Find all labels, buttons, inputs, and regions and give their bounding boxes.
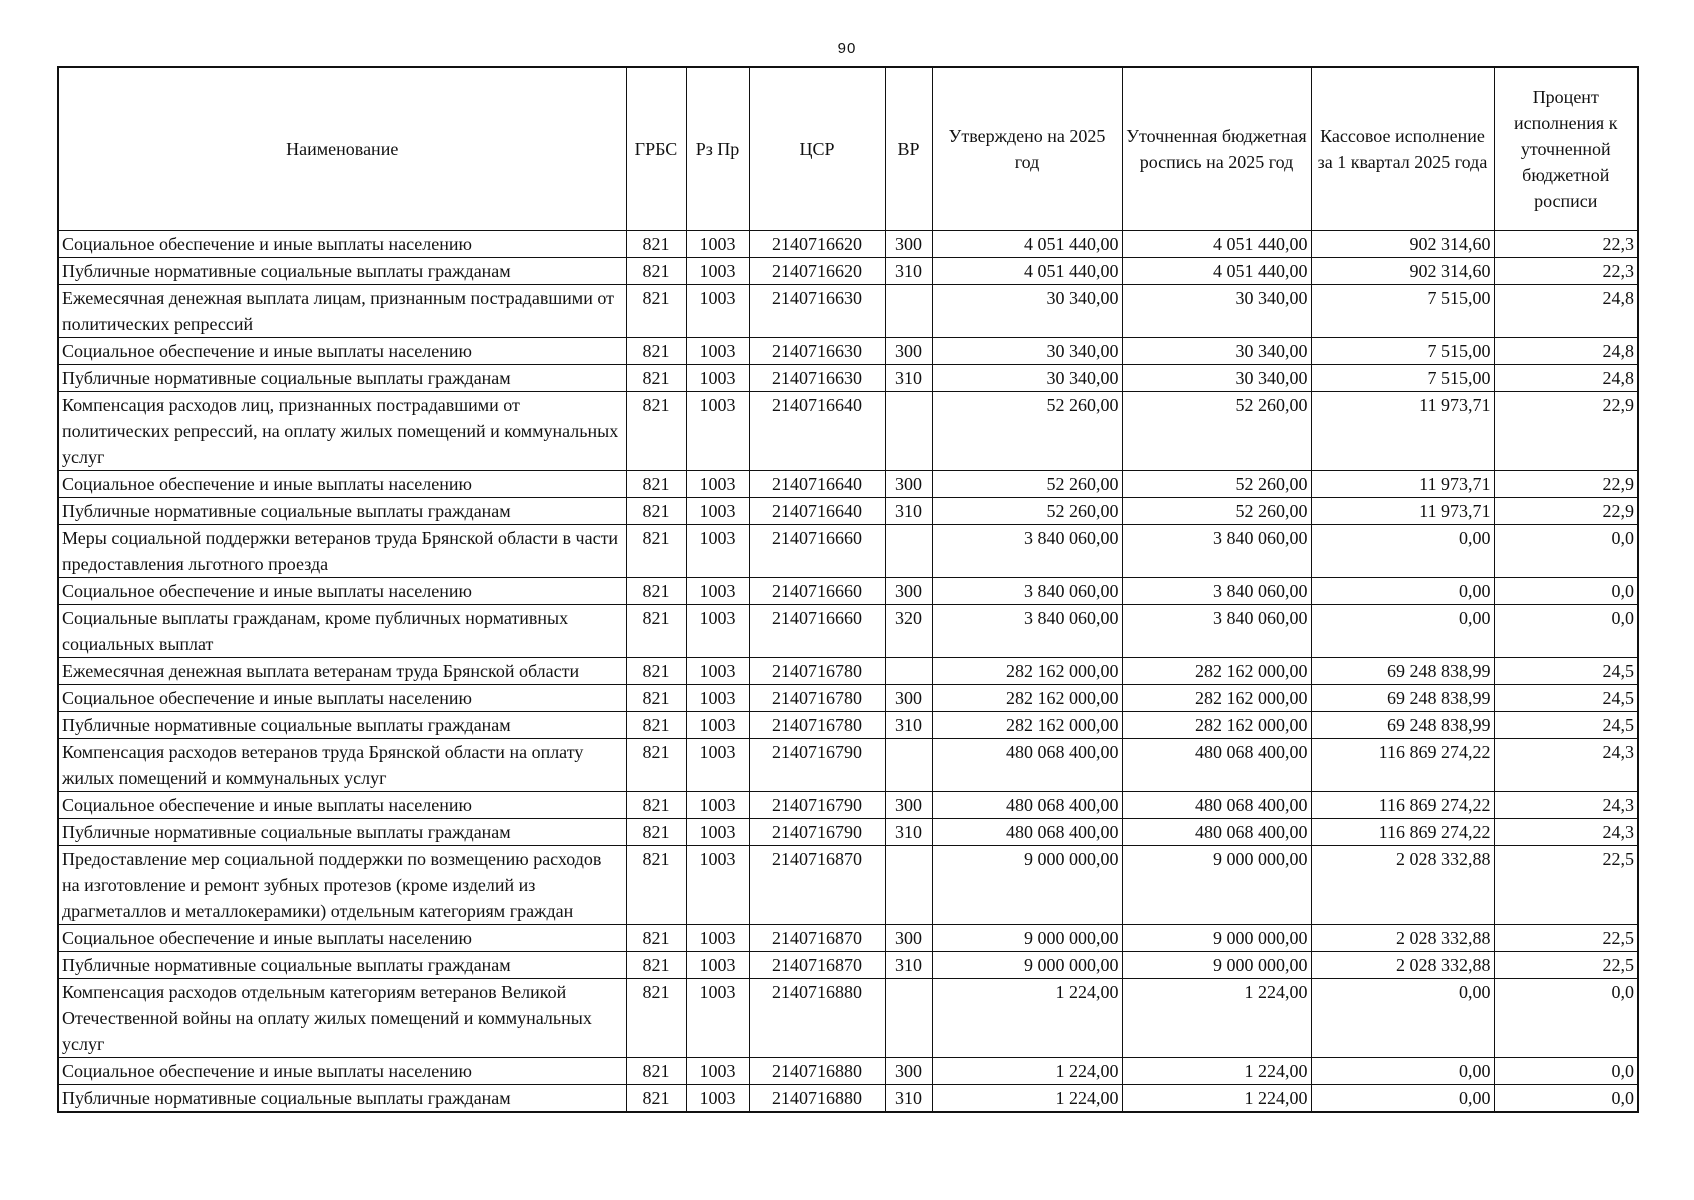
table-row xyxy=(58,338,1638,365)
cell-grbs: 821 xyxy=(626,258,686,285)
cell-cash: 2 028 332,88 xyxy=(1311,952,1494,979)
header-percent: Процент исполнения к уточненной бюджетной росписи xyxy=(1494,67,1638,231)
budget-table xyxy=(57,66,1639,1113)
table-row xyxy=(58,392,1638,471)
cell-refined: 282 162 000,00 xyxy=(1122,712,1311,739)
cell-rzpr: 1003 xyxy=(686,685,749,712)
cell-vr: 300 xyxy=(885,231,932,258)
cell-csr: 2140716880 xyxy=(749,1058,885,1085)
cell-percent: 24,5 xyxy=(1494,658,1638,685)
table-row xyxy=(58,471,1638,498)
cell-csr: 2140716630 xyxy=(749,365,885,392)
cell-vr: 300 xyxy=(885,338,932,365)
cell-name: Публичные нормативные социальные выплаты гражданам xyxy=(58,258,626,285)
cell-approved: 1 224,00 xyxy=(932,1085,1122,1113)
cell-rzpr: 1003 xyxy=(686,739,749,792)
cell-csr: 2140716790 xyxy=(749,792,885,819)
cell-refined: 9 000 000,00 xyxy=(1122,846,1311,925)
cell-name: Социальные выплаты гражданам, кроме публичных нормативных социальных выплат xyxy=(58,605,626,658)
table-row xyxy=(58,685,1638,712)
cell-approved: 52 260,00 xyxy=(932,392,1122,471)
cell-vr xyxy=(885,739,932,792)
cell-cash: 2 028 332,88 xyxy=(1311,846,1494,925)
cell-name: Компенсация расходов отдельным категориям ветеранов Великой Отечественной войны на оплату жилых помещений и коммунальных услуг xyxy=(58,979,626,1058)
cell-cash: 2 028 332,88 xyxy=(1311,925,1494,952)
cell-refined: 30 340,00 xyxy=(1122,338,1311,365)
cell-vr: 310 xyxy=(885,712,932,739)
cell-approved: 282 162 000,00 xyxy=(932,712,1122,739)
cell-percent: 24,5 xyxy=(1494,712,1638,739)
cell-name: Предоставление мер социальной поддержки по возмещению расходов на изготовление и ремонт зубных протезов (кроме изделий из драгметаллов и металлокерамики) отдельным категориям граждан xyxy=(58,846,626,925)
cell-name: Социальное обеспечение и иные выплаты населению xyxy=(58,925,626,952)
cell-percent: 24,3 xyxy=(1494,792,1638,819)
cell-grbs: 821 xyxy=(626,925,686,952)
cell-cash: 11 973,71 xyxy=(1311,498,1494,525)
cell-rzpr: 1003 xyxy=(686,471,749,498)
cell-rzpr: 1003 xyxy=(686,392,749,471)
cell-csr: 2140716780 xyxy=(749,658,885,685)
cell-csr: 2140716640 xyxy=(749,471,885,498)
cell-approved: 3 840 060,00 xyxy=(932,605,1122,658)
cell-csr: 2140716790 xyxy=(749,739,885,792)
cell-grbs: 821 xyxy=(626,285,686,338)
table-row xyxy=(58,578,1638,605)
cell-cash: 116 869 274,22 xyxy=(1311,792,1494,819)
cell-refined: 480 068 400,00 xyxy=(1122,819,1311,846)
cell-grbs: 821 xyxy=(626,338,686,365)
cell-vr: 300 xyxy=(885,1058,932,1085)
cell-percent: 22,9 xyxy=(1494,392,1638,471)
cell-name: Социальное обеспечение и иные выплаты населению xyxy=(58,231,626,258)
cell-rzpr: 1003 xyxy=(686,712,749,739)
cell-csr: 2140716620 xyxy=(749,231,885,258)
cell-approved: 480 068 400,00 xyxy=(932,819,1122,846)
cell-name: Социальное обеспечение и иные выплаты населению xyxy=(58,338,626,365)
table-row xyxy=(58,285,1638,338)
cell-vr: 300 xyxy=(885,578,932,605)
table-row xyxy=(58,739,1638,792)
cell-refined: 30 340,00 xyxy=(1122,285,1311,338)
table-body xyxy=(58,231,1638,1113)
cell-approved: 52 260,00 xyxy=(932,471,1122,498)
cell-rzpr: 1003 xyxy=(686,1085,749,1113)
cell-vr xyxy=(885,525,932,578)
cell-cash: 116 869 274,22 xyxy=(1311,819,1494,846)
cell-percent: 22,5 xyxy=(1494,952,1638,979)
cell-cash: 7 515,00 xyxy=(1311,338,1494,365)
cell-vr: 300 xyxy=(885,471,932,498)
cell-csr: 2140716790 xyxy=(749,819,885,846)
table-row xyxy=(58,925,1638,952)
cell-csr: 2140716870 xyxy=(749,846,885,925)
cell-csr: 2140716630 xyxy=(749,338,885,365)
page-number: 90 xyxy=(837,40,857,57)
cell-refined: 4 051 440,00 xyxy=(1122,258,1311,285)
cell-percent: 22,5 xyxy=(1494,925,1638,952)
cell-refined: 3 840 060,00 xyxy=(1122,578,1311,605)
cell-cash: 0,00 xyxy=(1311,525,1494,578)
cell-approved: 4 051 440,00 xyxy=(932,258,1122,285)
cell-refined: 282 162 000,00 xyxy=(1122,685,1311,712)
cell-percent: 0,0 xyxy=(1494,1058,1638,1085)
table-row xyxy=(58,258,1638,285)
cell-refined: 9 000 000,00 xyxy=(1122,952,1311,979)
cell-rzpr: 1003 xyxy=(686,792,749,819)
cell-approved: 282 162 000,00 xyxy=(932,685,1122,712)
cell-refined: 1 224,00 xyxy=(1122,1058,1311,1085)
cell-refined: 30 340,00 xyxy=(1122,365,1311,392)
table-row xyxy=(58,525,1638,578)
cell-rzpr: 1003 xyxy=(686,952,749,979)
cell-cash: 902 314,60 xyxy=(1311,231,1494,258)
table-row xyxy=(58,365,1638,392)
cell-csr: 2140716660 xyxy=(749,605,885,658)
cell-approved: 480 068 400,00 xyxy=(932,792,1122,819)
cell-rzpr: 1003 xyxy=(686,658,749,685)
cell-grbs: 821 xyxy=(626,471,686,498)
cell-rzpr: 1003 xyxy=(686,846,749,925)
cell-approved: 30 340,00 xyxy=(932,365,1122,392)
cell-grbs: 821 xyxy=(626,1085,686,1113)
cell-name: Социальное обеспечение и иные выплаты населению xyxy=(58,685,626,712)
cell-percent: 0,0 xyxy=(1494,525,1638,578)
cell-name: Публичные нормативные социальные выплаты гражданам xyxy=(58,952,626,979)
cell-cash: 11 973,71 xyxy=(1311,471,1494,498)
cell-percent: 0,0 xyxy=(1494,605,1638,658)
cell-grbs: 821 xyxy=(626,685,686,712)
cell-vr xyxy=(885,846,932,925)
cell-percent: 24,8 xyxy=(1494,365,1638,392)
cell-percent: 22,9 xyxy=(1494,471,1638,498)
cell-name: Ежемесячная денежная выплата лицам, признанным пострадавшими от политических репрессий xyxy=(58,285,626,338)
cell-approved: 1 224,00 xyxy=(932,979,1122,1058)
cell-vr xyxy=(885,979,932,1058)
cell-cash: 0,00 xyxy=(1311,979,1494,1058)
cell-vr: 310 xyxy=(885,1085,932,1113)
cell-name: Публичные нормативные социальные выплаты гражданам xyxy=(58,365,626,392)
table-row xyxy=(58,231,1638,258)
cell-refined: 52 260,00 xyxy=(1122,471,1311,498)
cell-percent: 22,9 xyxy=(1494,498,1638,525)
cell-refined: 1 224,00 xyxy=(1122,979,1311,1058)
cell-csr: 2140716870 xyxy=(749,952,885,979)
cell-name: Публичные нормативные социальные выплаты гражданам xyxy=(58,1085,626,1113)
cell-percent: 24,3 xyxy=(1494,819,1638,846)
cell-csr: 2140716660 xyxy=(749,525,885,578)
header-name: Наименование xyxy=(58,67,626,231)
cell-rzpr: 1003 xyxy=(686,231,749,258)
cell-vr: 310 xyxy=(885,365,932,392)
cell-rzpr: 1003 xyxy=(686,285,749,338)
table-row xyxy=(58,952,1638,979)
cell-rzpr: 1003 xyxy=(686,979,749,1058)
cell-vr: 300 xyxy=(885,685,932,712)
cell-approved: 3 840 060,00 xyxy=(932,525,1122,578)
cell-cash: 902 314,60 xyxy=(1311,258,1494,285)
cell-csr: 2140716640 xyxy=(749,498,885,525)
cell-grbs: 821 xyxy=(626,525,686,578)
cell-grbs: 821 xyxy=(626,1058,686,1085)
cell-refined: 9 000 000,00 xyxy=(1122,925,1311,952)
cell-cash: 0,00 xyxy=(1311,1085,1494,1113)
cell-csr: 2140716880 xyxy=(749,979,885,1058)
cell-rzpr: 1003 xyxy=(686,258,749,285)
cell-percent: 0,0 xyxy=(1494,979,1638,1058)
table-row xyxy=(58,819,1638,846)
cell-approved: 30 340,00 xyxy=(932,338,1122,365)
cell-vr: 300 xyxy=(885,925,932,952)
cell-vr: 310 xyxy=(885,952,932,979)
cell-cash: 0,00 xyxy=(1311,578,1494,605)
cell-rzpr: 1003 xyxy=(686,578,749,605)
cell-percent: 24,8 xyxy=(1494,338,1638,365)
cell-rzpr: 1003 xyxy=(686,498,749,525)
cell-approved: 4 051 440,00 xyxy=(932,231,1122,258)
cell-vr: 320 xyxy=(885,605,932,658)
cell-grbs: 821 xyxy=(626,392,686,471)
cell-grbs: 821 xyxy=(626,231,686,258)
cell-percent: 24,3 xyxy=(1494,739,1638,792)
cell-approved: 282 162 000,00 xyxy=(932,658,1122,685)
cell-csr: 2140716870 xyxy=(749,925,885,952)
cell-grbs: 821 xyxy=(626,846,686,925)
cell-name: Социальное обеспечение и иные выплаты населению xyxy=(58,792,626,819)
cell-approved: 9 000 000,00 xyxy=(932,925,1122,952)
table-row xyxy=(58,1085,1638,1113)
cell-cash: 11 973,71 xyxy=(1311,392,1494,471)
cell-refined: 282 162 000,00 xyxy=(1122,658,1311,685)
header-vr: ВР xyxy=(885,67,932,231)
cell-approved: 9 000 000,00 xyxy=(932,846,1122,925)
cell-vr: 300 xyxy=(885,792,932,819)
cell-grbs: 821 xyxy=(626,952,686,979)
cell-percent: 22,3 xyxy=(1494,231,1638,258)
cell-rzpr: 1003 xyxy=(686,1058,749,1085)
header-refined: Уточненная бюджетная роспись на 2025 год xyxy=(1122,67,1311,231)
cell-grbs: 821 xyxy=(626,658,686,685)
cell-cash: 116 869 274,22 xyxy=(1311,739,1494,792)
header-rzpr: Рз Пр xyxy=(686,67,749,231)
cell-vr xyxy=(885,392,932,471)
cell-approved: 30 340,00 xyxy=(932,285,1122,338)
header-grbs: ГРБС xyxy=(626,67,686,231)
cell-name: Меры социальной поддержки ветеранов труда Брянской области в части предоставления льготного проезда xyxy=(58,525,626,578)
cell-grbs: 821 xyxy=(626,605,686,658)
cell-csr: 2140716640 xyxy=(749,392,885,471)
cell-name: Компенсация расходов лиц, признанных пострадавшими от политических репрессий, на оплату жилых помещений и коммунальных услуг xyxy=(58,392,626,471)
cell-vr: 310 xyxy=(885,258,932,285)
cell-cash: 7 515,00 xyxy=(1311,365,1494,392)
cell-csr: 2140716780 xyxy=(749,685,885,712)
cell-refined: 480 068 400,00 xyxy=(1122,739,1311,792)
cell-grbs: 821 xyxy=(626,365,686,392)
cell-percent: 0,0 xyxy=(1494,578,1638,605)
cell-name: Ежемесячная денежная выплата ветеранам труда Брянской области xyxy=(58,658,626,685)
cell-name: Публичные нормативные социальные выплаты гражданам xyxy=(58,498,626,525)
table-row xyxy=(58,498,1638,525)
cell-name: Социальное обеспечение и иные выплаты населению xyxy=(58,1058,626,1085)
table-row xyxy=(58,712,1638,739)
cell-percent: 22,3 xyxy=(1494,258,1638,285)
cell-grbs: 821 xyxy=(626,979,686,1058)
cell-percent: 0,0 xyxy=(1494,1085,1638,1113)
header-cash: Кассовое исполнение за 1 квартал 2025 года xyxy=(1311,67,1494,231)
cell-approved: 3 840 060,00 xyxy=(932,578,1122,605)
cell-approved: 9 000 000,00 xyxy=(932,952,1122,979)
cell-vr: 310 xyxy=(885,498,932,525)
table-row xyxy=(58,792,1638,819)
cell-refined: 3 840 060,00 xyxy=(1122,605,1311,658)
cell-grbs: 821 xyxy=(626,739,686,792)
table-row xyxy=(58,979,1638,1058)
cell-refined: 480 068 400,00 xyxy=(1122,792,1311,819)
cell-csr: 2140716880 xyxy=(749,1085,885,1113)
cell-csr: 2140716660 xyxy=(749,578,885,605)
cell-cash: 0,00 xyxy=(1311,1058,1494,1085)
cell-refined: 52 260,00 xyxy=(1122,498,1311,525)
cell-refined: 1 224,00 xyxy=(1122,1085,1311,1113)
cell-approved: 1 224,00 xyxy=(932,1058,1122,1085)
cell-cash: 69 248 838,99 xyxy=(1311,658,1494,685)
cell-name: Социальное обеспечение и иные выплаты населению xyxy=(58,578,626,605)
cell-cash: 69 248 838,99 xyxy=(1311,685,1494,712)
cell-vr xyxy=(885,285,932,338)
cell-refined: 3 840 060,00 xyxy=(1122,525,1311,578)
cell-rzpr: 1003 xyxy=(686,819,749,846)
cell-rzpr: 1003 xyxy=(686,525,749,578)
cell-name: Социальное обеспечение и иные выплаты населению xyxy=(58,471,626,498)
cell-name: Публичные нормативные социальные выплаты гражданам xyxy=(58,712,626,739)
table-row xyxy=(58,605,1638,658)
cell-vr: 310 xyxy=(885,819,932,846)
cell-cash: 69 248 838,99 xyxy=(1311,712,1494,739)
table-row xyxy=(58,846,1638,925)
cell-percent: 24,8 xyxy=(1494,285,1638,338)
cell-grbs: 821 xyxy=(626,498,686,525)
cell-csr: 2140716630 xyxy=(749,285,885,338)
cell-rzpr: 1003 xyxy=(686,925,749,952)
cell-cash: 7 515,00 xyxy=(1311,285,1494,338)
cell-rzpr: 1003 xyxy=(686,605,749,658)
cell-cash: 0,00 xyxy=(1311,605,1494,658)
cell-csr: 2140716620 xyxy=(749,258,885,285)
header-approved: Утверждено на 2025 год xyxy=(932,67,1122,231)
cell-grbs: 821 xyxy=(626,819,686,846)
header-csr: ЦСР xyxy=(749,67,885,231)
cell-approved: 480 068 400,00 xyxy=(932,739,1122,792)
cell-vr xyxy=(885,658,932,685)
table-row xyxy=(58,658,1638,685)
cell-refined: 4 051 440,00 xyxy=(1122,231,1311,258)
cell-name: Компенсация расходов ветеранов труда Брянской области на оплату жилых помещений и коммунальных услуг xyxy=(58,739,626,792)
cell-grbs: 821 xyxy=(626,792,686,819)
cell-rzpr: 1003 xyxy=(686,365,749,392)
cell-grbs: 821 xyxy=(626,712,686,739)
cell-percent: 24,5 xyxy=(1494,685,1638,712)
cell-grbs: 821 xyxy=(626,578,686,605)
cell-name: Публичные нормативные социальные выплаты гражданам xyxy=(58,819,626,846)
table-row xyxy=(58,1058,1638,1085)
cell-csr: 2140716780 xyxy=(749,712,885,739)
cell-refined: 52 260,00 xyxy=(1122,392,1311,471)
cell-rzpr: 1003 xyxy=(686,338,749,365)
cell-percent: 22,5 xyxy=(1494,846,1638,925)
table-header-row xyxy=(58,67,1638,231)
cell-approved: 52 260,00 xyxy=(932,498,1122,525)
